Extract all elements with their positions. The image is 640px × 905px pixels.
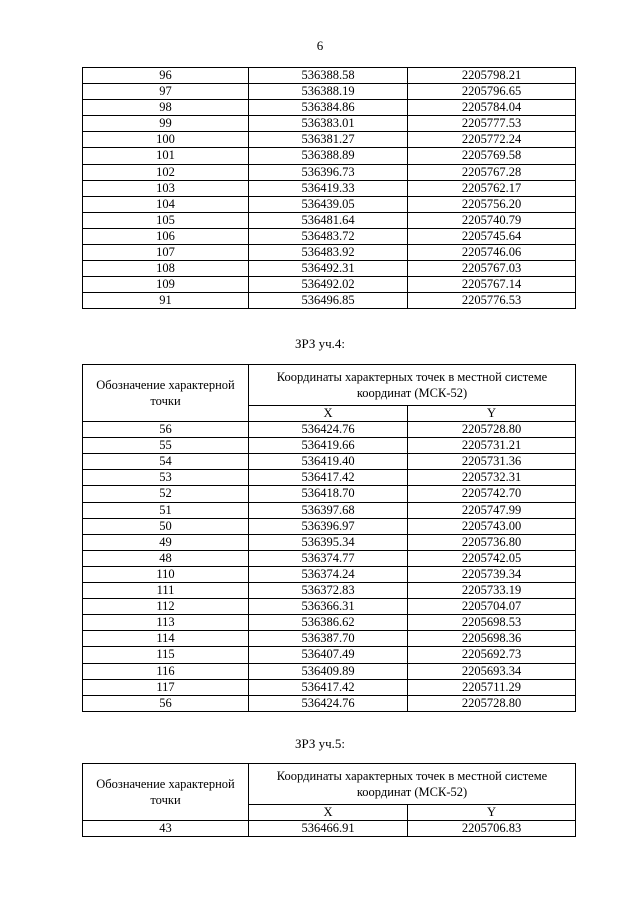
point-number-cell: 100 bbox=[83, 132, 249, 148]
y-coordinate-cell: 2205777.53 bbox=[408, 116, 576, 132]
table-row bbox=[83, 68, 576, 84]
point-number-cell: 108 bbox=[83, 261, 249, 277]
y-coordinate-cell: 2205762.17 bbox=[408, 180, 576, 196]
table-row bbox=[83, 116, 576, 132]
x-coordinate-cell: 536374.77 bbox=[249, 550, 408, 566]
point-number-cell: 96 bbox=[83, 68, 249, 84]
table-row bbox=[83, 821, 576, 837]
table-row bbox=[83, 470, 576, 486]
point-number-cell: 117 bbox=[83, 679, 249, 695]
table-row bbox=[83, 615, 576, 631]
x-coordinate-cell: 536396.97 bbox=[249, 518, 408, 534]
point-number-cell: 107 bbox=[83, 245, 249, 261]
y-coordinate-cell: 2205736.80 bbox=[408, 534, 576, 550]
table-row bbox=[83, 245, 576, 261]
x-coordinate-cell: 536407.49 bbox=[249, 647, 408, 663]
x-coordinate-cell: 536383.01 bbox=[249, 116, 408, 132]
header-y: Y bbox=[408, 406, 576, 422]
y-coordinate-cell: 2205784.04 bbox=[408, 100, 576, 116]
x-coordinate-cell: 536395.34 bbox=[249, 534, 408, 550]
point-number-cell: 56 bbox=[83, 422, 249, 438]
point-number-cell: 103 bbox=[83, 180, 249, 196]
x-coordinate-cell: 536424.76 bbox=[249, 422, 408, 438]
x-coordinate-cell: 536419.33 bbox=[249, 180, 408, 196]
x-coordinate-cell: 536409.89 bbox=[249, 663, 408, 679]
point-number-cell: 98 bbox=[83, 100, 249, 116]
y-coordinate-cell: 2205776.53 bbox=[408, 293, 576, 309]
table-row bbox=[83, 631, 576, 647]
x-coordinate-cell: 536417.42 bbox=[249, 470, 408, 486]
y-coordinate-cell: 2205698.36 bbox=[408, 631, 576, 647]
table-body bbox=[83, 821, 576, 837]
x-coordinate-cell: 536381.27 bbox=[249, 132, 408, 148]
x-coordinate-cell: 536396.73 bbox=[249, 164, 408, 180]
table-row bbox=[83, 180, 576, 196]
x-coordinate-cell: 536388.89 bbox=[249, 148, 408, 164]
table-row bbox=[83, 422, 576, 438]
x-coordinate-cell: 536387.70 bbox=[249, 631, 408, 647]
y-coordinate-cell: 2205756.20 bbox=[408, 196, 576, 212]
table-row bbox=[83, 550, 576, 566]
y-coordinate-cell: 2205733.19 bbox=[408, 583, 576, 599]
table-row bbox=[83, 164, 576, 180]
x-coordinate-cell: 536496.85 bbox=[249, 293, 408, 309]
table-body bbox=[83, 422, 576, 712]
header-coordinates: Координаты характерных точек в местной системе координат (МСК-52) bbox=[249, 365, 576, 406]
table-row bbox=[83, 663, 576, 679]
page-number: 6 bbox=[316, 38, 324, 53]
y-coordinate-cell: 2205747.99 bbox=[408, 502, 576, 518]
x-coordinate-cell: 536419.40 bbox=[249, 454, 408, 470]
y-coordinate-cell: 2205745.64 bbox=[408, 228, 576, 244]
x-coordinate-cell: 536481.64 bbox=[249, 212, 408, 228]
y-coordinate-cell: 2205740.79 bbox=[408, 212, 576, 228]
x-coordinate-cell: 536492.31 bbox=[249, 261, 408, 277]
point-number-cell: 43 bbox=[83, 821, 249, 837]
table-row bbox=[83, 566, 576, 582]
y-coordinate-cell: 2205772.24 bbox=[408, 132, 576, 148]
y-coordinate-cell: 2205731.21 bbox=[408, 438, 576, 454]
table-row bbox=[83, 84, 576, 100]
y-coordinate-cell: 2205769.58 bbox=[408, 148, 576, 164]
point-number-cell: 104 bbox=[83, 196, 249, 212]
y-coordinate-cell: 2205746.06 bbox=[408, 245, 576, 261]
x-coordinate-cell: 536418.70 bbox=[249, 486, 408, 502]
table-row bbox=[83, 695, 576, 711]
point-number-cell: 51 bbox=[83, 502, 249, 518]
y-coordinate-cell: 2205692.73 bbox=[408, 647, 576, 663]
point-number-cell: 97 bbox=[83, 84, 249, 100]
x-coordinate-cell: 536388.58 bbox=[249, 68, 408, 84]
point-number-cell: 55 bbox=[83, 438, 249, 454]
y-coordinate-cell: 2205742.05 bbox=[408, 550, 576, 566]
x-coordinate-cell: 536397.68 bbox=[249, 502, 408, 518]
table-row bbox=[83, 438, 576, 454]
point-number-cell: 50 bbox=[83, 518, 249, 534]
x-coordinate-cell: 536492.02 bbox=[249, 277, 408, 293]
table-row bbox=[83, 132, 576, 148]
y-coordinate-cell: 2205798.21 bbox=[408, 68, 576, 84]
point-number-cell: 91 bbox=[83, 293, 249, 309]
y-coordinate-cell: 2205706.83 bbox=[408, 821, 576, 837]
table-row bbox=[83, 599, 576, 615]
y-coordinate-cell: 2205698.53 bbox=[408, 615, 576, 631]
header-y: Y bbox=[408, 805, 576, 821]
x-coordinate-cell: 536483.72 bbox=[249, 228, 408, 244]
x-coordinate-cell: 536417.42 bbox=[249, 679, 408, 695]
y-coordinate-cell: 2205767.28 bbox=[408, 164, 576, 180]
header-x: X bbox=[249, 805, 408, 821]
x-coordinate-cell: 536374.24 bbox=[249, 566, 408, 582]
x-coordinate-cell: 536366.31 bbox=[249, 599, 408, 615]
table-body bbox=[83, 68, 576, 309]
x-coordinate-cell: 536424.76 bbox=[249, 695, 408, 711]
x-coordinate-cell: 536388.19 bbox=[249, 84, 408, 100]
table-row bbox=[83, 454, 576, 470]
table-row bbox=[83, 196, 576, 212]
point-number-cell: 116 bbox=[83, 663, 249, 679]
header-x: X bbox=[249, 406, 408, 422]
point-number-cell: 99 bbox=[83, 116, 249, 132]
table-row bbox=[83, 100, 576, 116]
table-row bbox=[83, 502, 576, 518]
y-coordinate-cell: 2205704.07 bbox=[408, 599, 576, 615]
section-4-caption: ЗРЗ уч.4: bbox=[294, 336, 346, 351]
point-number-cell: 110 bbox=[83, 566, 249, 582]
point-number-cell: 52 bbox=[83, 486, 249, 502]
point-number-cell: 115 bbox=[83, 647, 249, 663]
header-point-designation: Обозначение характерной точки bbox=[83, 764, 249, 821]
table-row bbox=[83, 261, 576, 277]
x-coordinate-cell: 536483.92 bbox=[249, 245, 408, 261]
point-number-cell: 109 bbox=[83, 277, 249, 293]
point-number-cell: 106 bbox=[83, 228, 249, 244]
y-coordinate-cell: 2205742.70 bbox=[408, 486, 576, 502]
x-coordinate-cell: 536372.83 bbox=[249, 583, 408, 599]
point-number-cell: 102 bbox=[83, 164, 249, 180]
point-number-cell: 48 bbox=[83, 550, 249, 566]
header-coordinates: Координаты характерных точек в местной системе координат (МСК-52) bbox=[249, 764, 576, 805]
header-point-designation: Обозначение характерной точки bbox=[83, 365, 249, 422]
point-number-cell: 114 bbox=[83, 631, 249, 647]
coordinates-table-continued bbox=[82, 67, 576, 309]
y-coordinate-cell: 2205743.00 bbox=[408, 518, 576, 534]
x-coordinate-cell: 536386.62 bbox=[249, 615, 408, 631]
table-row bbox=[83, 583, 576, 599]
y-coordinate-cell: 2205767.03 bbox=[408, 261, 576, 277]
point-number-cell: 101 bbox=[83, 148, 249, 164]
table-row bbox=[83, 647, 576, 663]
y-coordinate-cell: 2205728.80 bbox=[408, 422, 576, 438]
point-number-cell: 113 bbox=[83, 615, 249, 631]
y-coordinate-cell: 2205739.34 bbox=[408, 566, 576, 582]
table-row bbox=[83, 534, 576, 550]
x-coordinate-cell: 536384.86 bbox=[249, 100, 408, 116]
table-row bbox=[83, 486, 576, 502]
coordinates-table-section-4 bbox=[82, 364, 576, 712]
point-number-cell: 56 bbox=[83, 695, 249, 711]
point-number-cell: 49 bbox=[83, 534, 249, 550]
point-number-cell: 105 bbox=[83, 212, 249, 228]
x-coordinate-cell: 536466.91 bbox=[249, 821, 408, 837]
table-row bbox=[83, 148, 576, 164]
y-coordinate-cell: 2205731.36 bbox=[408, 454, 576, 470]
x-coordinate-cell: 536419.66 bbox=[249, 438, 408, 454]
y-coordinate-cell: 2205711.29 bbox=[408, 679, 576, 695]
section-5-caption: ЗРЗ уч.5: bbox=[294, 736, 346, 751]
table-row bbox=[83, 518, 576, 534]
table-row bbox=[83, 212, 576, 228]
table-row bbox=[83, 679, 576, 695]
y-coordinate-cell: 2205767.14 bbox=[408, 277, 576, 293]
y-coordinate-cell: 2205796.65 bbox=[408, 84, 576, 100]
point-number-cell: 111 bbox=[83, 583, 249, 599]
coordinates-table-section-5 bbox=[82, 763, 576, 837]
table-row bbox=[83, 293, 576, 309]
point-number-cell: 112 bbox=[83, 599, 249, 615]
y-coordinate-cell: 2205728.80 bbox=[408, 695, 576, 711]
point-number-cell: 53 bbox=[83, 470, 249, 486]
y-coordinate-cell: 2205693.34 bbox=[408, 663, 576, 679]
table-row bbox=[83, 277, 576, 293]
x-coordinate-cell: 536439.05 bbox=[249, 196, 408, 212]
table-row bbox=[83, 228, 576, 244]
point-number-cell: 54 bbox=[83, 454, 249, 470]
y-coordinate-cell: 2205732.31 bbox=[408, 470, 576, 486]
